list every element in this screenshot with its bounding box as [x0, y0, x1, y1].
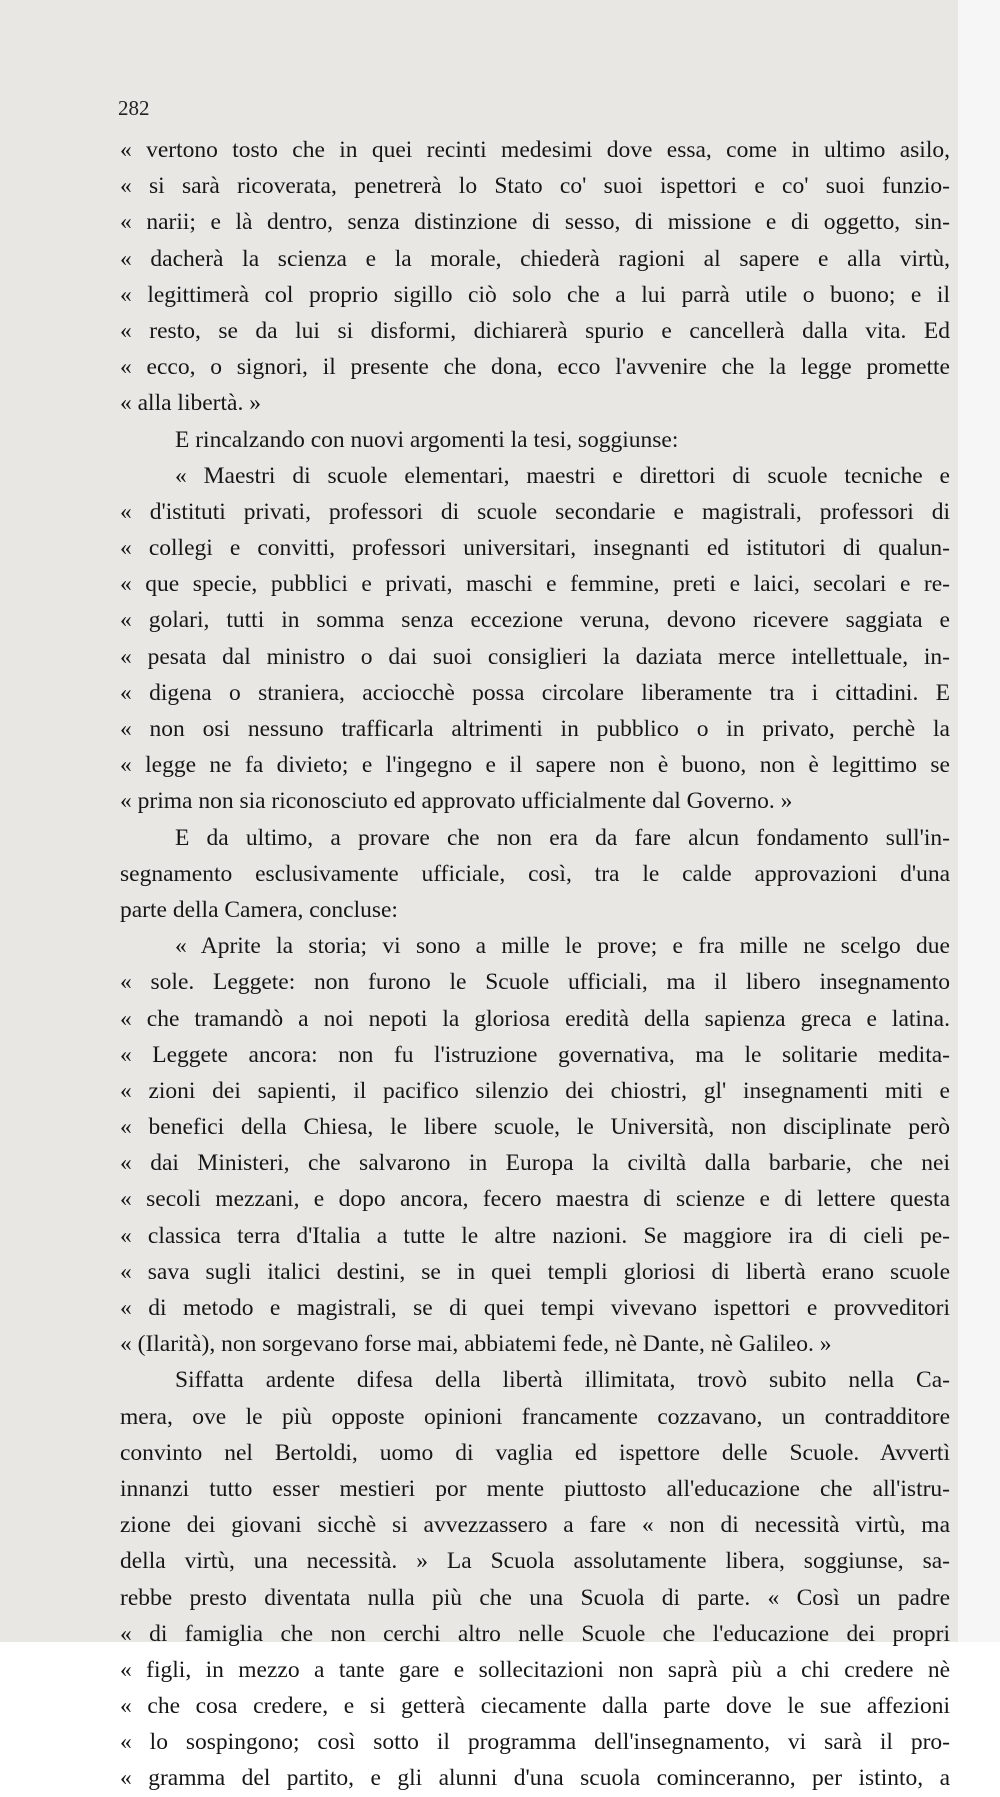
- text-line: zione dei giovani sicchè si avvezzassero a fare « non di necessità virtù, ma: [120, 1512, 950, 1539]
- text-line: « pesata dal ministro o dai suoi consiglieri la daziata merce intellettuale, in-: [120, 643, 950, 670]
- text-line: « sava sugli italici destini, se in quei templi gloriosi di libertà erano scuole: [120, 1258, 950, 1285]
- text-line: « resto, se da lui si disformi, dichiarerà spurio e cancellerà dalla vita. Ed: [120, 317, 950, 344]
- text-line: Siffatta ardente difesa della libertà illimitata, trovò subito nella Ca-: [175, 1367, 950, 1394]
- text-line: rebbe presto diventata nulla più che una Scuola di parte. « Così un padre: [120, 1584, 950, 1611]
- text-line: « narii; e là dentro, senza distinzione di sesso, di missione e di oggetto, sin-: [120, 209, 950, 236]
- text-line: « sole. Leggete: non furono le Scuole ufficiali, ma il libero insegnamento: [120, 969, 950, 996]
- text-line: « que specie, pubblici e privati, maschi e femmine, preti e laici, secolari e re-: [120, 571, 950, 598]
- text-line: mera, ove le più opposte opinioni francamente cozzavano, un contradditore: [120, 1403, 950, 1430]
- text-line: « classica terra d'Italia a tutte le altre nazioni. Se maggiore ira di cieli pe-: [120, 1222, 950, 1249]
- text-line: « alla libertà. »: [120, 390, 261, 417]
- text-line: « collegi e convitti, professori universitari, insegnanti ed istitutori di qualun-: [120, 535, 950, 562]
- text-line: « lo sospingono; così sotto il programma dell'insegnamento, vi sarà il pro-: [120, 1729, 950, 1756]
- text-line: parte della Camera, concluse:: [120, 896, 398, 923]
- text-line: « golari, tutti in somma senza eccezione veruna, devono ricevere saggiata e: [120, 607, 950, 634]
- text-line: « dacherà la scienza e la morale, chiederà ragioni al sapere e alla virtù,: [120, 245, 950, 272]
- text-line: innanzi tutto esser mestieri por mente piuttosto all'educazione che all'istru-: [120, 1475, 950, 1502]
- text-line: E da ultimo, a provare che non era da fare alcun fondamento sull'in-: [175, 824, 950, 851]
- text-line: « prima non sia riconosciuto ed approvato ufficialmente dal Governo. »: [120, 788, 793, 815]
- text-line: « secoli mezzani, e dopo ancora, fecero maestra di scienze e di lettere questa: [120, 1186, 950, 1213]
- page-number: 282: [118, 96, 150, 120]
- text-line: « Leggete ancora: non fu l'istruzione governativa, ma le solitarie medita-: [120, 1041, 950, 1068]
- text-line: convinto nel Bertoldi, uomo di vaglia ed ispettore delle Scuole. Avvertì: [120, 1439, 950, 1466]
- text-line: « gramma del partito, e gli alunni d'una scuola cominceranno, per istinto, a: [120, 1765, 950, 1792]
- text-line: « Maestri di scuole elementari, maestri e direttori di scuole tecniche e: [175, 462, 950, 489]
- text-line: « digena o straniera, acciocchè possa circolare liberamente tra i cittadini. E: [120, 679, 950, 706]
- text-line: E rincalzando con nuovi argomenti la tesi, soggiunse:: [175, 426, 679, 453]
- scan-margin: [958, 0, 1000, 1642]
- text-line: « legge ne fa divieto; e l'ingegno e il sapere non è buono, non è legittimo se: [120, 752, 950, 779]
- text-line: « non osi nessuno trafficarla altrimenti in pubblico o in privato, perchè la: [120, 716, 950, 742]
- text-line: « Aprite la storia; vi sono a mille le prove; e fra mille ne scelgo due: [175, 933, 950, 960]
- text-line: « dai Ministeri, che salvarono in Europa la civiltà dalla barbarie, che nei: [120, 1150, 950, 1177]
- text-line: « legittimerà col proprio sigillo ciò solo che a lui parrà utile o buono; e il: [120, 281, 950, 308]
- text-line: « benefici della Chiesa, le libere scuole, le Università, non disciplinate però: [120, 1114, 950, 1141]
- text-line: « di metodo e magistrali, se di quei tempi vivevano ispettori e provveditori: [120, 1295, 950, 1321]
- text-line: « zioni dei sapienti, il pacifico silenzio dei chiostri, gl' insegnamenti miti e: [120, 1077, 950, 1104]
- text-line: « figli, in mezzo a tante gare e sollecitazioni non saprà più a chi credere nè: [120, 1656, 950, 1683]
- text-line: della virtù, una necessità. » La Scuola assolutamente libera, soggiunse, sa-: [120, 1548, 950, 1575]
- text-line: « (Ilarità), non sorgevano forse mai, abbiatemi fede, nè Dante, nè Galileo. »: [120, 1331, 832, 1358]
- text-line: « di famiglia che non cerchi altro nelle Scuole che l'educazione dei propri: [120, 1620, 950, 1647]
- text-line: « vertono tosto che in quei recinti medesimi dove essa, come in ultimo asilo,: [120, 137, 950, 163]
- text-line: « che cosa credere, e si getterà ciecamente dalla parte dove le sue affezioni: [120, 1693, 950, 1720]
- text-line: « ecco, o signori, il presente che dona, ecco l'avvenire che la legge promette: [120, 354, 950, 381]
- text-line: « si sarà ricoverata, penetrerà lo Stato co' suoi ispettori e co' suoi funzio-: [120, 173, 950, 200]
- text-line: « che tramandò a noi nepoti la gloriosa eredità della sapienza greca e latina.: [120, 1005, 950, 1032]
- body-text: [120, 132, 950, 1797]
- text-line: « d'istituti privati, professori di scuole secondarie e magistrali, professori di: [120, 498, 950, 525]
- text-line: segnamento esclusivamente ufficiale, così, tra le calde approvazioni d'una: [120, 860, 950, 887]
